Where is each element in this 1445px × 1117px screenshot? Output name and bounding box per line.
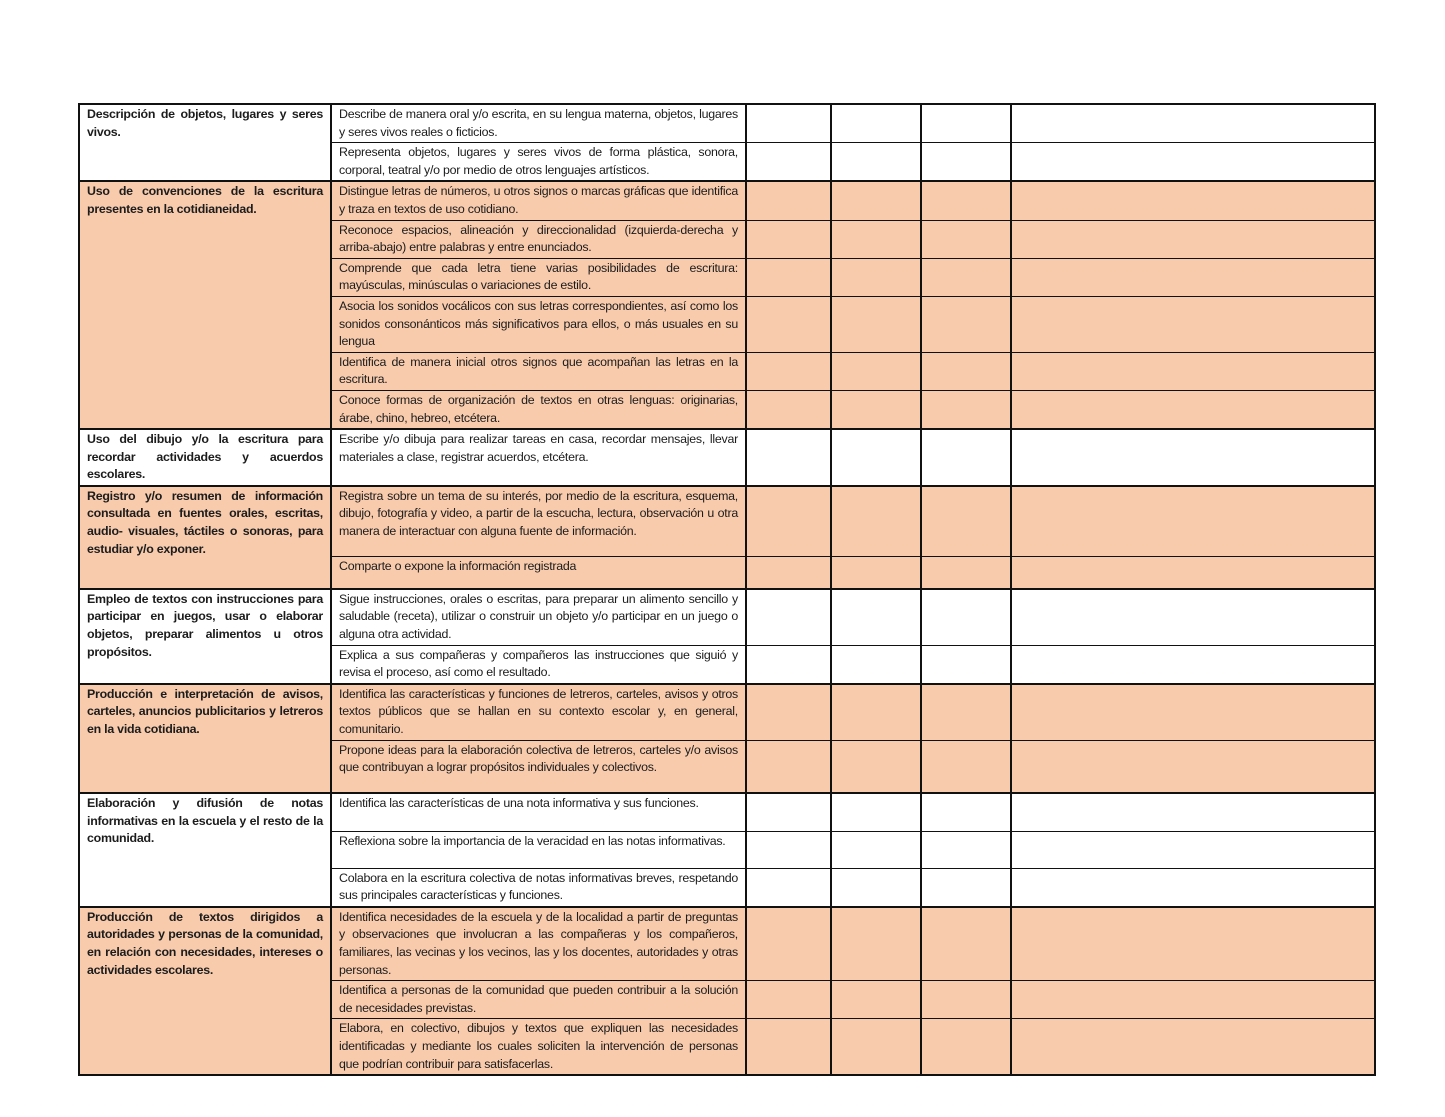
descriptor-cell: Elabora, en colectivo, dibujos y textos que expliquen las necesidades identificadas y mediante los cuales soliciten la intervención de personas que podrían contribuir para satisfacerlas. [331,1019,746,1075]
empty-score-cell [921,868,1011,907]
empty-score-cell [831,429,921,486]
empty-score-cell [831,793,921,831]
empty-score-cell [921,557,1011,589]
table-row [79,793,1375,831]
curriculum-rubric-table [78,103,1376,1076]
empty-score-cell [1011,557,1375,589]
empty-score-cell [831,684,921,740]
empty-score-cell [1011,645,1375,684]
empty-score-cell [831,486,921,557]
empty-score-cell [831,831,921,868]
descriptor-cell: Propone ideas para la elaboración colectiva de letreros, carteles y/o avisos que contribuyan a lograr propósitos individuales y colectivos. [331,740,746,793]
empty-score-cell [921,684,1011,740]
descriptor-cell: Identifica las características y funciones de letreros, carteles, avisos y otros textos públicos que se hallan en su contexto escolar y, en general, comunitario. [331,684,746,740]
empty-score-cell [746,645,831,684]
empty-score-cell [831,907,921,981]
empty-score-cell [746,429,831,486]
topic-cell: Producción e interpretación de avisos, carteles, anuncios publicitarios y letreros en la vida cotidiana. [79,684,331,793]
empty-score-cell [921,793,1011,831]
empty-score-cell [831,645,921,684]
empty-score-cell [831,981,921,1019]
table-row [79,104,1375,143]
empty-score-cell [746,793,831,831]
empty-score-cell [921,181,1011,220]
empty-score-cell [746,486,831,557]
empty-score-cell [1011,352,1375,390]
descriptor-cell: Colabora en la escritura colectiva de notas informativas breves, respetando sus principales características y funciones. [331,868,746,907]
empty-score-cell [746,181,831,220]
descriptor-cell: Conoce formas de organización de textos en otras lenguas: originarias, árabe, chino, hebreo, etcétera. [331,390,746,429]
empty-score-cell [921,390,1011,429]
empty-score-cell [831,143,921,182]
empty-score-cell [831,868,921,907]
topic-cell: Empleo de textos con instrucciones para participar en juegos, usar o elaborar objetos, preparar alimentos u otros propósitos. [79,589,331,684]
descriptor-cell: Describe de manera oral y/o escrita, en su lengua materna, objetos, lugares y seres vivos reales o ficticios. [331,104,746,143]
descriptor-cell: Sigue instrucciones, orales o escritas, para preparar un alimento sencillo y saludable (receta), utilizar o construir un objeto y/o participar en un juego o alguna otra actividad. [331,589,746,645]
empty-score-cell [831,104,921,143]
descriptor-cell: Identifica las características de una nota informativa y sus funciones. [331,793,746,831]
empty-score-cell [1011,390,1375,429]
empty-score-cell [746,740,831,793]
empty-score-cell [1011,220,1375,258]
topic-cell: Producción de textos dirigidos a autoridades y personas de la comunidad, en relación con necesidades, intereses o actividades escolares. [79,907,331,1075]
empty-score-cell [746,220,831,258]
empty-score-cell [746,352,831,390]
empty-score-cell [746,258,831,296]
empty-score-cell [831,220,921,258]
empty-score-cell [746,557,831,589]
descriptor-cell: Comprende que cada letra tiene varias posibilidades de escritura: mayúsculas, minúsculas o variaciones de estilo. [331,258,746,296]
descriptor-cell: Asocia los sonidos vocálicos con sus letras correspondientes, así como los sonidos consonánticos más significativos para ellos, o más usuales en su lengua [331,296,746,352]
empty-score-cell [1011,429,1375,486]
empty-score-cell [746,684,831,740]
descriptor-cell: Reconoce espacios, alineación y direccionalidad (izquierda-derecha y arriba-abajo) entre palabras y entre enunciados. [331,220,746,258]
empty-score-cell [921,907,1011,981]
descriptor-cell: Distingue letras de números, u otros signos o marcas gráficas que identifica y traza en textos de uso cotidiano. [331,181,746,220]
empty-score-cell [746,868,831,907]
topic-cell: Uso de convenciones de la escritura presentes en la cotidianeidad. [79,181,331,429]
empty-score-cell [746,143,831,182]
empty-score-cell [1011,181,1375,220]
empty-score-cell [921,1019,1011,1075]
empty-score-cell [921,740,1011,793]
empty-score-cell [746,981,831,1019]
empty-score-cell [831,258,921,296]
empty-score-cell [1011,740,1375,793]
table-row [79,486,1375,557]
empty-score-cell [921,645,1011,684]
empty-score-cell [831,1019,921,1075]
table-row [79,181,1375,220]
descriptor-cell: Identifica a personas de la comunidad que pueden contribuir a la solución de necesidades previstas. [331,981,746,1019]
descriptor-cell: Identifica de manera inicial otros signos que acompañan las letras en la escritura. [331,352,746,390]
empty-score-cell [831,181,921,220]
empty-score-cell [831,740,921,793]
empty-score-cell [1011,104,1375,143]
empty-score-cell [921,486,1011,557]
empty-score-cell [1011,868,1375,907]
empty-score-cell [746,589,831,645]
empty-score-cell [1011,684,1375,740]
empty-score-cell [921,981,1011,1019]
descriptor-cell: Registra sobre un tema de su interés, por medio de la escritura, esquema, dibujo, fotografía y video, a partir de la escucha, lectura, observación u otra manera de interactuar con alguna fuente de información. [331,486,746,557]
empty-score-cell [921,831,1011,868]
empty-score-cell [746,390,831,429]
empty-score-cell [1011,296,1375,352]
topic-cell: Registro y/o resumen de información consultada en fuentes orales, escritas, audio- visuales, táctiles o sonoras, para estudiar y/o exponer. [79,486,331,589]
table-row [79,684,1375,740]
empty-score-cell [746,296,831,352]
table-row [79,589,1375,645]
empty-score-cell [1011,143,1375,182]
empty-score-cell [746,831,831,868]
descriptor-cell: Reflexiona sobre la importancia de la veracidad en las notas informativas. [331,831,746,868]
topic-cell: Descripción de objetos, lugares y seres vivos. [79,104,331,181]
empty-score-cell [746,104,831,143]
empty-score-cell [831,557,921,589]
empty-score-cell [1011,486,1375,557]
empty-score-cell [921,296,1011,352]
topic-cell: Uso del dibujo y/o la escritura para recordar actividades y acuerdos escolares. [79,429,331,486]
empty-score-cell [921,258,1011,296]
empty-score-cell [921,429,1011,486]
descriptor-cell: Identifica necesidades de la escuela y de la localidad a partir de preguntas y observaciones que involucran a las compañeras y los compañeros, familiares, las vecinas y los vecinos, las y los docentes, autoridades y otras personas. [331,907,746,981]
topic-cell: Elaboración y difusión de notas informativas en la escuela y el resto de la comunidad. [79,793,331,907]
empty-score-cell [921,589,1011,645]
descriptor-cell: Representa objetos, lugares y seres vivos de forma plástica, sonora, corporal, teatral y/o por medio de otros lenguajes artísticos. [331,143,746,182]
empty-score-cell [1011,1019,1375,1075]
empty-score-cell [1011,258,1375,296]
empty-score-cell [921,104,1011,143]
empty-score-cell [746,1019,831,1075]
empty-score-cell [831,296,921,352]
empty-score-cell [921,220,1011,258]
empty-score-cell [1011,831,1375,868]
empty-score-cell [1011,981,1375,1019]
empty-score-cell [831,589,921,645]
empty-score-cell [921,143,1011,182]
descriptor-cell: Comparte o expone la información registrada [331,557,746,589]
table-row [79,429,1375,486]
empty-score-cell [746,907,831,981]
empty-score-cell [1011,589,1375,645]
empty-score-cell [1011,793,1375,831]
descriptor-cell: Explica a sus compañeras y compañeros las instrucciones que siguió y revisa el proceso, así como el resultado. [331,645,746,684]
empty-score-cell [831,352,921,390]
descriptor-cell: Escribe y/o dibuja para realizar tareas en casa, recordar mensajes, llevar materiales a clase, registrar acuerdos, etcétera. [331,429,746,486]
table-row [79,907,1375,981]
empty-score-cell [831,390,921,429]
empty-score-cell [921,352,1011,390]
empty-score-cell [1011,907,1375,981]
